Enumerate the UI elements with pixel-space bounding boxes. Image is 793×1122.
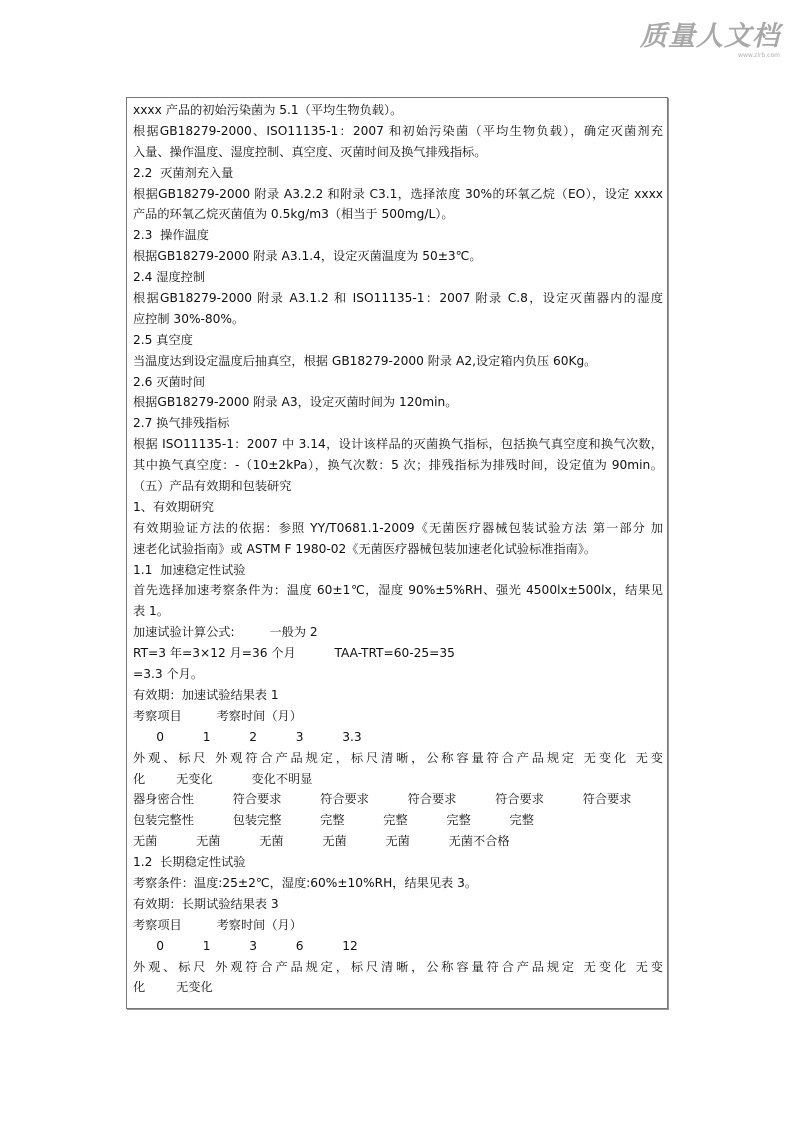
table-row: 0 1 3 6 12 — [133, 938, 358, 953]
section-heading: 1.2 长期稳定性试验 — [133, 855, 246, 870]
text-line: 当温度达到设定温度后抽真空，根据 GB18279-2000 附录 A2,设定箱内负压 60Kg。 — [133, 353, 597, 368]
table-row: 0 1 2 3 3.3 — [133, 729, 362, 744]
section-heading: 2.2 灭菌剂充入量 — [133, 165, 234, 180]
section-heading: 2.5 真空度 — [133, 332, 193, 347]
text-line: RT=3 年=3×12 月=36 个月 TAA-TRT=60-25=35 — [133, 646, 455, 661]
text-line: 有效期验证方法的依据：参照 YY/T0681.1-2009《无菌医疗器械包装试验方法 第一部分 加 — [133, 520, 663, 535]
table-caption: 有效期：长期试验结果表 3 — [133, 896, 279, 911]
table-header: 考察项目 考察时间（月） — [133, 917, 302, 932]
section-heading: 2.4 湿度控制 — [133, 270, 206, 285]
text-line: 加速试验计算公式: 一般为 2 — [133, 625, 318, 640]
table-caption: 有效期：加速试验结果表 1 — [133, 687, 279, 702]
logo-text: 质量人文档 — [640, 21, 780, 52]
table-row: 化 无变化 — [133, 980, 213, 995]
table-row: 无菌 无菌 无菌 无菌 无菌 无菌不合格 — [133, 834, 510, 849]
document-body — [133, 100, 663, 998]
text-line: 其中换气真空度：-（10±2kPa），换气次数：5 次；排残指标为排残时间，设定值为 90min。 — [133, 458, 663, 473]
text-line: 表 1。 — [133, 604, 170, 619]
section-heading: 2.6 灭菌时间 — [133, 374, 206, 389]
text-line: 首先选择加速考察条件为：温度 60±1℃，湿度 90%±5%RH、强光 4500lx±500lx，结果见 — [133, 583, 663, 598]
text-line: 根据GB18279-2000 附录 A3.2.2 和附录 C3.1，选择浓度 30%的环氧乙烷（EO），设定 xxxx — [133, 186, 663, 201]
text-line: 产品的环氧乙烷灭菌值为 0.5kg/m3（相当于 500mg/L）。 — [133, 207, 454, 222]
text-line: =3.3 个月。 — [133, 667, 204, 682]
section-heading: 1、有效期研究 — [133, 499, 214, 514]
text-line: 考察条件：温度:25±2℃，湿度:60%±10%RH，结果见表 3。 — [133, 875, 478, 890]
table-header: 考察项目 考察时间（月） — [133, 708, 302, 723]
brand-logo — [640, 22, 782, 62]
text-line: 速老化试验指南》或 ASTM F 1980-02《无菌医疗器械包装加速老化试验标准指南》。 — [133, 541, 597, 556]
section-heading: 2.3 操作温度 — [133, 228, 209, 243]
text-line: 根据GB18279-2000、ISO11135-1：2007 和初始污染菌（平均生物负载），确定灭菌剂充 — [133, 123, 663, 138]
text-line: 根据GB18279-2000 附录 A3.1.4，设定灭菌温度为 50±3℃。 — [133, 249, 482, 264]
text-line: 根据GB18279-2000 附录 A3.1.2 和 ISO11135-1：2007 附录 C.8，设定灭菌器内的湿度 — [133, 291, 663, 306]
table-row: 包装完整性 包装完整 完整 完整 完整 完整 — [133, 813, 534, 828]
text-line: 根据GB18279-2000 附录 A3，设定灭菌时间为 120min。 — [133, 395, 458, 410]
logo-url: www.zlrb.com — [738, 52, 780, 59]
table-row: 器身密合性 符合要求 符合要求 符合要求 符合要求 符合要求 — [133, 792, 632, 807]
section-heading: 2.7 换气排残指标 — [133, 416, 230, 431]
table-row: 外观、标尺 外观符合产品规定，标尺清晰，公称容量符合产品规定 无变化 无变 — [133, 959, 663, 974]
table-row: 化 无变化 变化不明显 — [133, 771, 313, 786]
table-row: 外观、标尺 外观符合产品规定，标尺清晰，公称容量符合产品规定 无变化 无变 — [133, 750, 663, 765]
text-line: 应控制 30%-80%。 — [133, 311, 245, 326]
text-line: xxxx 产品的初始污染菌为 5.1（平均生物负载）。 — [133, 103, 403, 117]
section-heading: 1.1 加速稳定性试验 — [133, 562, 246, 577]
text-line: 入量、操作温度、湿度控制、真空度、灭菌时间及换气排残指标。 — [133, 144, 487, 159]
text-line: 根据 ISO11135-1：2007 中 3.14，设计该样品的灭菌换气指标，包括换气真空度和换气次数， — [133, 437, 663, 452]
section-heading: （五）产品有效期和包装研究 — [133, 479, 292, 494]
